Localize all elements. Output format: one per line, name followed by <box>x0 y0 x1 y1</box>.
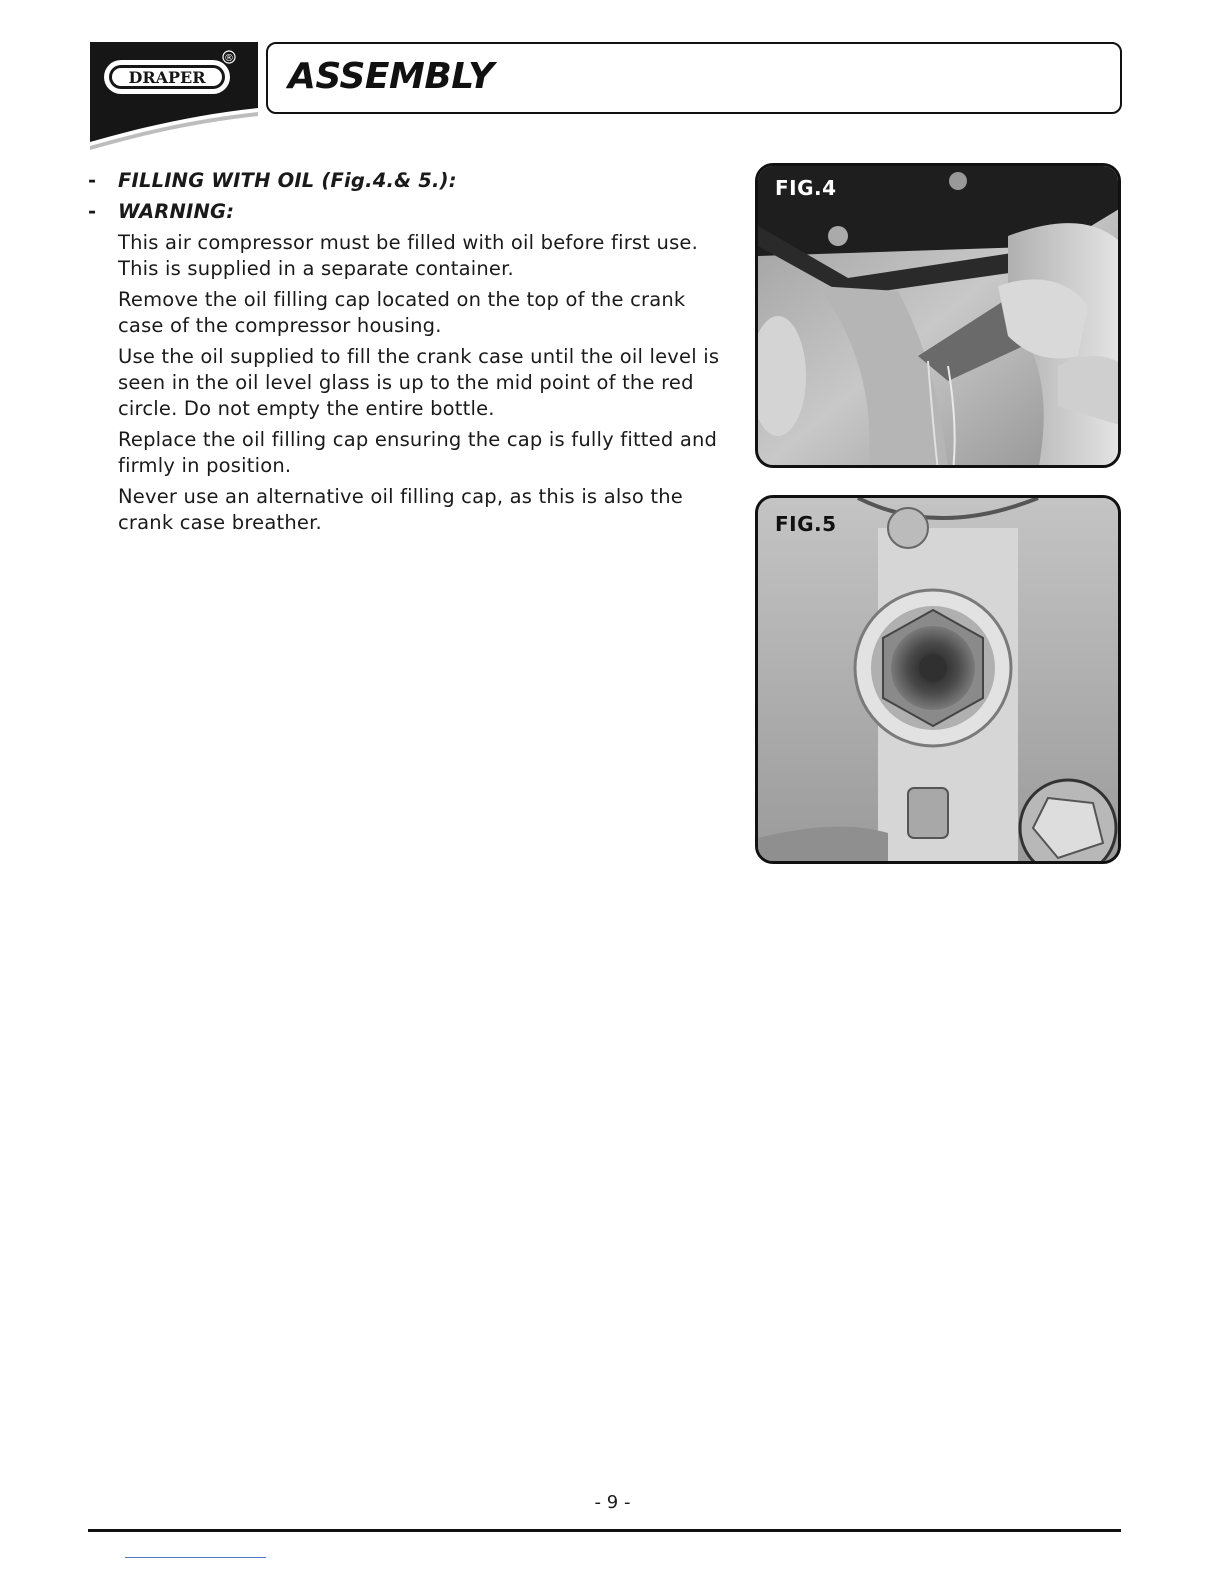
paragraph: Use the oil supplied to fill the crank case until the oil level is seen in the oil level glass is up to the mid point of the red circle. Do not empty the entire bottle. <box>118 345 720 420</box>
figure-5-label: FIG.5 <box>775 512 837 536</box>
footer-divider <box>88 1529 1121 1532</box>
figure-5-photo <box>755 495 1121 864</box>
bullet-dash: - <box>88 169 97 192</box>
heading-label: WARNING: <box>118 200 235 223</box>
paragraph: This air compressor must be filled with oil before first use. This is supplied in a separate container. <box>118 231 699 280</box>
figure-4-label: FIG.4 <box>775 176 837 200</box>
title-box <box>266 42 1122 114</box>
paragraph: Remove the oil filling cap located on the top of the crank case of the compressor housing. <box>118 288 686 337</box>
footer-link-underline <box>125 1557 266 1558</box>
heading-label: FILLING WITH OIL (Fig.4.& 5.): <box>118 169 457 192</box>
registered-mark: ® <box>224 53 234 64</box>
draper-logo-text: DRAPER <box>128 68 206 87</box>
paragraph: Replace the oil filling cap ensuring the cap is fully fitted and firmly in position. <box>118 428 718 477</box>
bullet-dash: - <box>88 200 97 223</box>
paragraph: Never use an alternative oil filling cap, as this is also the crank case breather. <box>118 485 683 534</box>
assembly-instructions <box>88 168 728 541</box>
page-title: ASSEMBLY <box>288 56 494 97</box>
figure-4-photo <box>755 163 1121 468</box>
heading-filling-with-oil <box>88 168 728 194</box>
draper-logo <box>90 42 258 150</box>
heading-warning <box>88 199 728 225</box>
page-number: - 9 - <box>594 1492 631 1513</box>
